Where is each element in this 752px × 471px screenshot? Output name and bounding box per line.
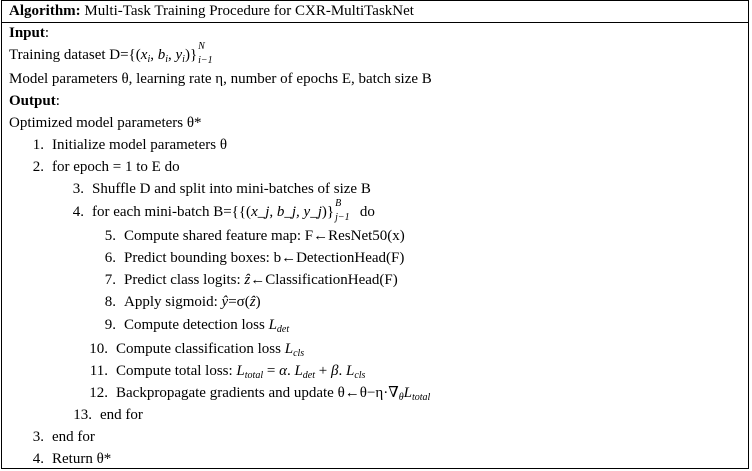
algorithm-title: Multi-Task Training Procedure for CXR-MultiTaskNet: [84, 3, 414, 19]
step-end-for: 3. end for: [32, 429, 95, 445]
step-12: 12. Backpropagate gradients and update $\theta\leftarrow\theta-\eta\cdot\nabla_\theta L_{total}$: [89, 385, 431, 403]
input-dataset: Training dataset $D=\{(x_i$, $b_i$, $y_i$)} N i−1: [9, 45, 219, 70]
output-heading: Output:: [9, 93, 60, 109]
step-return: 4. Return θ*: [32, 451, 112, 467]
step-8: 8. Apply sigmoid: ŷ=σ(ẑ): [104, 294, 261, 310]
step-9: 9. Compute detection loss $L_{det}$: [104, 317, 290, 335]
step-5: 5. Compute shared feature map: F←ResNet50(x): [104, 228, 405, 244]
algorithm-box: [1, 0, 749, 469]
dataset-prefix: Training dataset D={(: [9, 47, 141, 63]
step-1: 1. Initialize model parameters θ: [32, 137, 228, 153]
input-heading: Input:: [9, 25, 50, 41]
output-label: Output: [9, 93, 56, 109]
output-text: Optimized model parameters θ*: [9, 115, 202, 131]
dataset-limits: N i−1: [198, 41, 213, 66]
algorithm-header: [9, 1, 414, 21]
step-3: 3. Shuffle D and split into mini-batches of size B: [72, 181, 371, 197]
step-2: 2. for epoch = 1 to E do: [32, 159, 180, 175]
input-params: Model parameters θ, learning rate η, number of epochs E, batch size B: [9, 71, 432, 87]
algorithm-label: Algorithm:: [9, 3, 81, 19]
input-label: Input: [9, 25, 45, 41]
step-4: 4. for each mini-batch B={{(x_j, b_j, y_j)} B j−1 do: [72, 198, 375, 223]
step-11: 11. Compute total loss: $L_{total} = \alpha$. $L_{det} + \beta$. $L_{cls}$: [89, 363, 366, 381]
step-6: 6. Predict bounding boxes: b←DetectionHead(F): [104, 250, 405, 266]
step-10: 10. Compute classification loss $L_{cls}$: [89, 341, 305, 359]
step-13: 13. end for: [73, 407, 143, 423]
step-7: 7. Predict class logits: ẑ←ClassificationHead(F): [104, 272, 398, 288]
header-divider: [2, 22, 748, 23]
